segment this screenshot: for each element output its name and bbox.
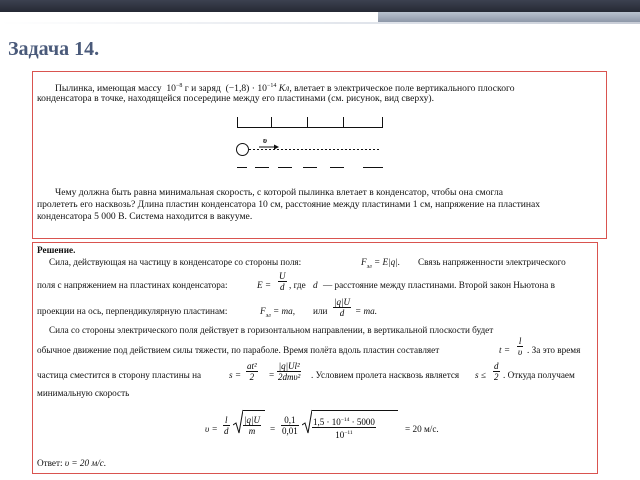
task-line-2: конденсатора в точке, находящейся посередине между его пластинами (см. рисунок, вид сверху). <box>37 93 435 104</box>
velocity-fraction-4: $\frac{1,5 \cdot 10^{-14} \cdot 5000}{10^{-11}}$ <box>313 417 375 440</box>
answer-value: υ = 20 м/с. <box>64 458 107 468</box>
sqrt-sign-1 <box>233 409 243 435</box>
solution-box <box>32 242 598 474</box>
sqrt-sign-2 <box>302 409 312 435</box>
solution-p6-c: . Откуда получаем <box>503 370 575 380</box>
solution-p2-d: d <box>313 280 318 290</box>
field-formula-lhs: E = <box>257 280 272 290</box>
plate-tick <box>237 117 238 127</box>
newton-fraction: $\frac{|q|U}{d}$ <box>334 297 350 318</box>
velocity-fraction-3: $\frac{0,1}{0,01}$ <box>282 415 298 436</box>
task-line-3: Чему должна быть равна минимальная скорость, с которой пылинка влетает в конденсатор, чтобы она смогла <box>55 187 503 198</box>
task-line-4: пролететь его насквозь? Длина пластин конденсатора 10 см, расстояние между пластинами 1 см, напряжение на пластинах <box>37 199 541 210</box>
bottom-plate-dash <box>330 167 344 168</box>
bottom-plate-dash <box>237 167 247 168</box>
force-formula: $F_{эл} = E|q|$. <box>361 257 401 270</box>
task-line-5: конденсатора 5 000 В. Система находится в вакууме. <box>37 211 253 222</box>
sqrt-bar-2 <box>312 410 398 411</box>
solution-p2-a: поля с напряжением на пластинах конденсатора: <box>37 280 228 290</box>
bottom-plate-dash <box>278 167 292 168</box>
slide-header-bar <box>0 0 640 12</box>
velocity-arrow <box>259 144 279 150</box>
solution-p1-b: Связь напряженности электрического <box>418 257 566 267</box>
plate-tick <box>307 117 308 127</box>
condition-fraction: $\frac{d}{2}$ <box>494 361 499 382</box>
velocity-label: υ <box>263 136 267 145</box>
shift-fraction-2: |q|Ul² 2dmυ² <box>278 361 301 382</box>
bottom-plate-dash <box>255 167 269 168</box>
solution-p3-b: или <box>313 306 328 316</box>
solution-heading: Решение. <box>37 245 76 255</box>
bottom-plate-dash <box>363 167 383 168</box>
solution-p2-c: — расстояние между пластинами. Второй закон Ньютона в <box>323 280 555 290</box>
solution-p6-a: частица сместится в сторону пластины на <box>37 370 202 380</box>
answer-label: Ответ: <box>37 458 63 468</box>
shift-lhs: s = <box>229 370 242 380</box>
slide-title: Задача 14. <box>8 38 100 60</box>
solution-p7: минимальную скорость <box>37 388 130 398</box>
condition-lhs: s ≤ <box>475 370 486 380</box>
plate-tick <box>382 117 383 127</box>
sqrt-bar-1 <box>243 410 265 411</box>
solution-p4: Сила со стороны электрического поля действует в горизонтальном направлении, в вертикальной плоскости будет <box>49 325 494 335</box>
time-fraction: $\frac{l}{\upsilon}$ <box>518 336 523 357</box>
velocity-fraction-2: $\frac{|q|U}{m}$ <box>244 415 260 436</box>
solution-p2-b: , где <box>289 280 306 290</box>
newton-rest: = ma. <box>355 306 378 316</box>
velocity-fraction-1: $\frac{l}{d}$ <box>224 415 229 436</box>
task-line-1: Пылинка, имеющая массу $10^{-8}$ г и заряд $(-1,8) \cdot 10^{-14}$ Кл, влетает в электрическое поле вертикального плоского <box>55 83 515 95</box>
top-plate <box>237 127 383 128</box>
bottom-plate-dash <box>303 167 317 168</box>
shift-fraction-1: $\frac{\text{at²}}{2}$ <box>247 361 257 382</box>
particle <box>236 143 249 156</box>
slide-header-accent <box>378 12 640 22</box>
solution-p5-a: обычное движение под действием силы тяжести, по параболе. Время полёта вдоль пластин составляет <box>37 345 440 355</box>
answer-line <box>37 457 106 469</box>
solution-p3-a: проекции на ось, перпендикулярную пластинам: <box>37 306 228 316</box>
plate-tick <box>271 117 272 127</box>
velocity-lhs: υ = <box>205 424 218 434</box>
solution-p6-b: . Условием пролета насквозь является <box>311 370 460 380</box>
slide-header-edge <box>0 22 640 24</box>
newton-formula: $F_{эл}$ = ma, <box>260 306 296 319</box>
solution-p1-a: Сила, действующая на частицу в конденсаторе со стороны поля: <box>49 257 302 267</box>
velocity-eq-1: = <box>270 424 276 434</box>
field-fraction: $\frac{U}{d}$ <box>279 271 286 292</box>
plate-tick <box>343 117 344 127</box>
task-box <box>32 71 607 239</box>
time-lhs: t = <box>499 345 511 355</box>
velocity-result: = 20 м/с. <box>405 424 439 434</box>
solution-p5-b: . За это время <box>527 345 581 355</box>
shift-eq: = <box>269 370 275 380</box>
